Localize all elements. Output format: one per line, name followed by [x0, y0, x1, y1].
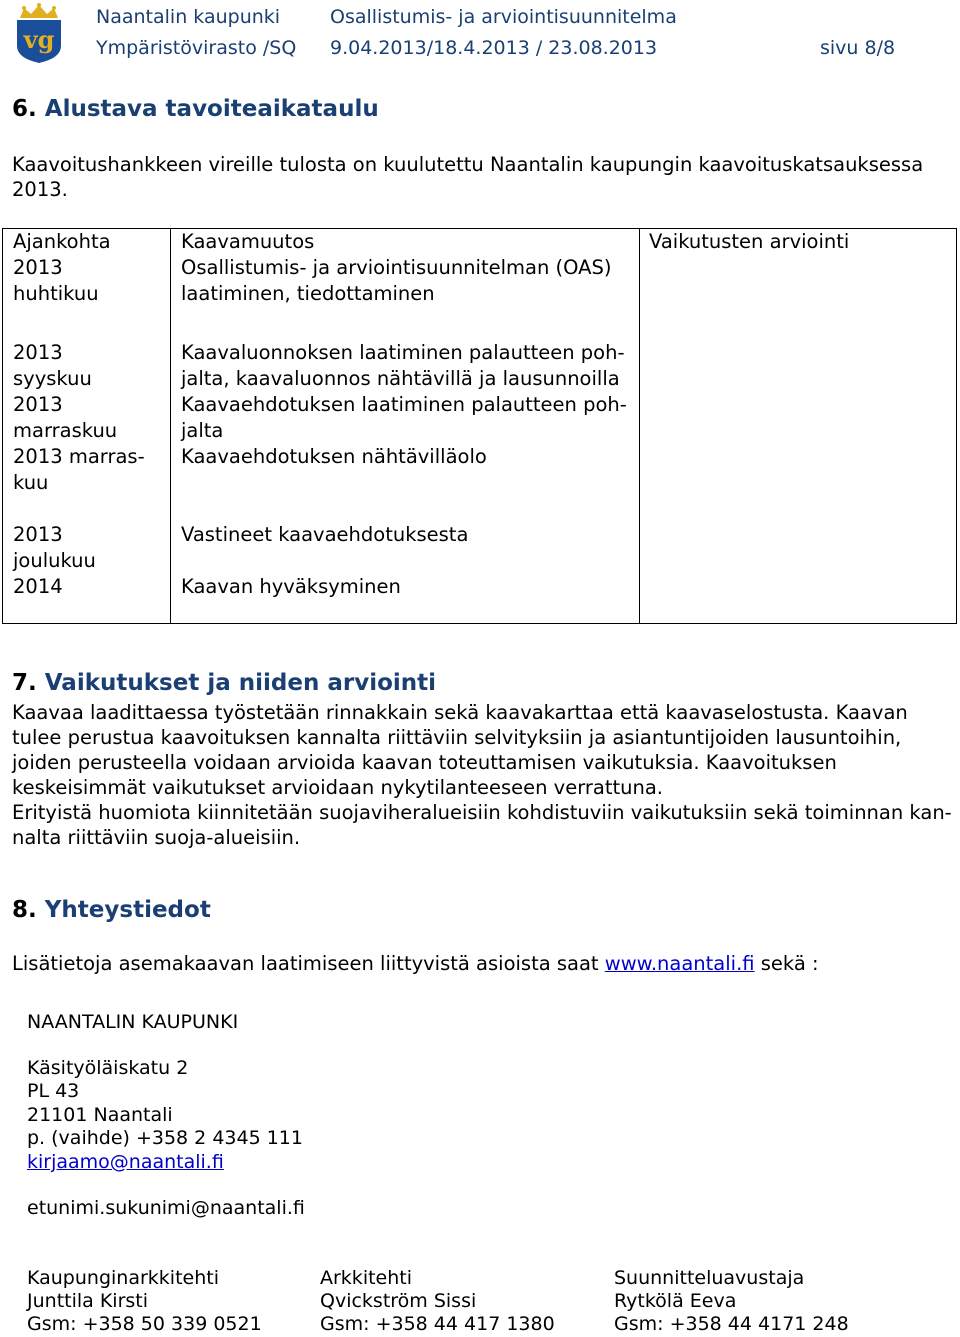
section-7-number: 7. [12, 670, 37, 696]
header-dates: 9.04.2013/18.4.2013 / 23.08.2013 [330, 37, 658, 59]
table-row-1-what-1: Osallistumis- ja arviointisuunnitelman (OAS) [181, 256, 612, 279]
table-header-impact: Vaikutusten arviointi [649, 230, 850, 253]
switchboard-phone: p. (vaihde) +358 2 4345 111 [27, 1127, 303, 1149]
contact-1-name: Junttila Kirsti [27, 1290, 149, 1312]
address-street: Käsityöläiskatu 2 [27, 1057, 189, 1079]
section-8-heading [12, 897, 211, 923]
table-row-3-what-2: jalta [181, 419, 224, 442]
section-8-number: 8. [12, 897, 37, 923]
section-7-line-1: Kaavaa laadittaessa työstetään rinnakkain sekä kaavakarttaa että kaavaselostusta. Kaavan [12, 701, 908, 724]
section-7-line-6: nalta riittäviin suoja-alueisiin. [12, 826, 301, 849]
table-row-2-when-2: syyskuu [13, 367, 92, 390]
address-postcode: 21101 Naantali [27, 1104, 173, 1126]
contact-3-role: Suunnitteluavustaja [614, 1267, 805, 1289]
section-8-title: Yhteystiedot [44, 897, 211, 923]
org-name: NAANTALIN KAUPUNKI [27, 1011, 239, 1033]
address-pobox: PL 43 [27, 1080, 80, 1102]
section-7-line-3: joiden perusteella voidaan arvioida kaavan toteuttamisen vaikutuksia. Kaavoituksen [12, 751, 837, 774]
table-row-4-what-1: Kaavaehdotuksen nähtävilläolo [181, 445, 487, 468]
info-suffix: sekä : [754, 952, 819, 975]
table-row-3-what-1: Kaavaehdotuksen laatiminen palautteen poh- [181, 393, 627, 416]
section-7-heading [12, 670, 436, 696]
schedule-table [2, 228, 957, 624]
table-row-3-when-2: marraskuu [13, 419, 118, 442]
logo-letters: vg [23, 25, 55, 54]
table-row-6-when-1: 2014 [13, 575, 63, 598]
section-6-title: Alustava tavoiteaikataulu [44, 96, 379, 122]
contact-1-role: Kaupunginarkkitehti [27, 1267, 219, 1289]
header-dept: Ympäristövirasto /SQ [96, 37, 297, 59]
info-prefix: Lisätietoja asemakaavan laatimiseen liittyvistä asioista saat [12, 952, 605, 975]
table-header-time: Ajankohta [13, 230, 111, 253]
section-6-number: 6. [12, 96, 37, 122]
contact-3-name: Rytkölä Eeva [614, 1290, 737, 1312]
section-6-intro-line2: 2013. [12, 178, 68, 201]
header-doc-title: Osallistumis- ja arviointisuunnitelma [330, 6, 677, 28]
table-row-1-when-1: 2013 [13, 256, 63, 279]
table-row-6-what-1: Kaavan hyväksyminen [181, 575, 401, 598]
table-row-4-when-2: kuu [13, 471, 49, 494]
contact-2-phone: Gsm: +358 44 417 1380 [320, 1313, 555, 1335]
email-link[interactable]: kirjaamo@naantali.fi [27, 1151, 224, 1173]
table-row-5-what-1: Vastineet kaavaehdotuksesta [181, 523, 469, 546]
section-6-heading [12, 96, 379, 122]
section-6-intro-line1: Kaavoitushankkeen vireille tulosta on kuulutettu Naantalin kaupungin kaavoituskatsauksessa [12, 153, 924, 176]
header-page-number: sivu 8/8 [820, 37, 896, 59]
section-7-title: Vaikutukset ja niiden arviointi [44, 670, 437, 696]
table-row-2-when-1: 2013 [13, 341, 63, 364]
header-org: Naantalin kaupunki [96, 6, 281, 28]
coat-of-arms-icon [14, 2, 64, 64]
table-row-1-when-2: huhtikuu [13, 282, 99, 305]
table-header-change: Kaavamuutos [181, 230, 315, 253]
table-row-5-when-2: joulukuu [13, 549, 96, 572]
contact-2-role: Arkkitehti [320, 1267, 413, 1289]
section-7-line-4: keskeisimmät vaikutukset arvioidaan nykytilanteeseen verrattuna. [12, 776, 664, 799]
website-link[interactable]: www.naantali.fi [604, 952, 755, 975]
section-8-info [12, 951, 819, 976]
table-row-1-what-2: laatiminen, tiedottaminen [181, 282, 435, 305]
contact-3-phone: Gsm: +358 44 4171 248 [614, 1313, 849, 1335]
naantali-logo [14, 2, 64, 64]
section-7-line-2: tulee perustua kaavoituksen kannalta riittäviin selvityksiin ja asiantuntijoiden lausuntoihin, [12, 726, 902, 749]
table-row-3-when-1: 2013 [13, 393, 63, 416]
contact-1-phone: Gsm: +358 50 339 0521 [27, 1313, 262, 1335]
table-row-5-when-1: 2013 [13, 523, 63, 546]
section-7-line-5: Erityistä huomiota kiinnitetään suojaviheralueisiin kohdistuviin vaikutuksiin sekä toiminnan kan- [12, 801, 952, 824]
table-row-2-what-1: Kaavaluonnoksen laatiminen palautteen poh- [181, 341, 625, 364]
table-row-2-what-2: jalta, kaavaluonnos nähtävillä ja lausunnoilla [181, 367, 620, 390]
table-row-4-when-1: 2013 marras- [13, 445, 145, 468]
contact-2-name: Qvickström Sissi [320, 1290, 477, 1312]
email-pattern: etunimi.sukunimi@naantali.fi [27, 1197, 305, 1219]
